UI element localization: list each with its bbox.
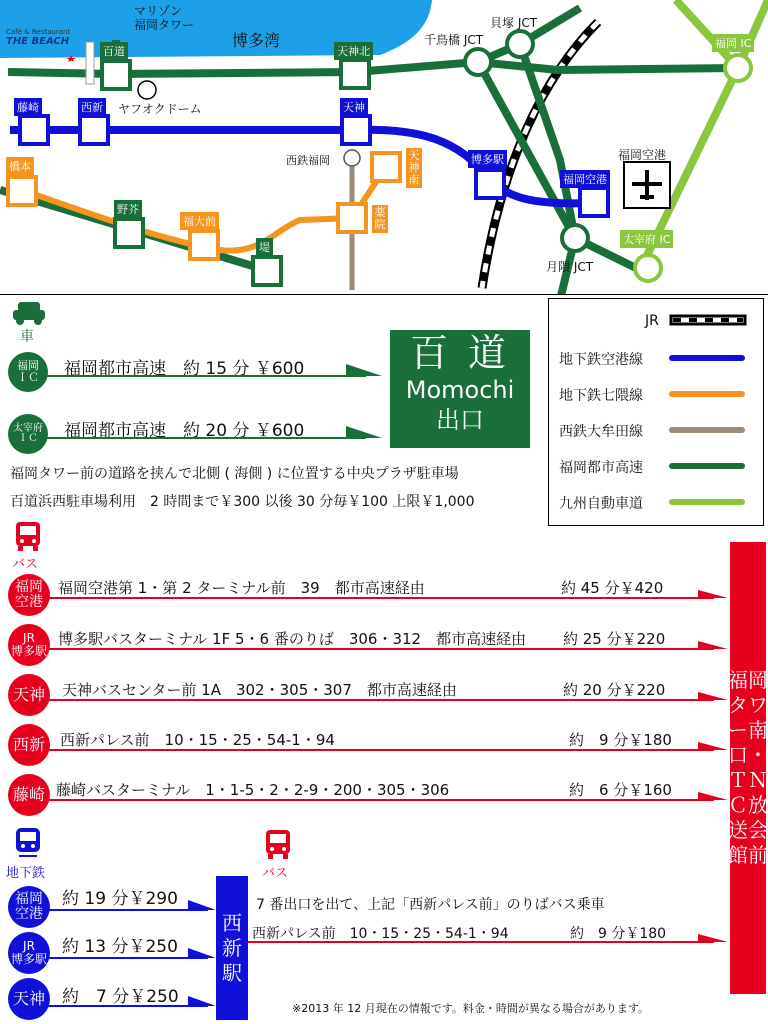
ic-dazaifu: 太宰府 IC: [620, 230, 673, 248]
car-parking-note-1: 福岡タワー前の道路を挟んで北側 ( 海側 ) に位置する中央プラザ駐車場: [10, 466, 459, 482]
legend-kyushu-expressway: 九州自動車道: [559, 496, 643, 512]
car-origin-dazaifu-ic: 太宰府 ＩＣ: [8, 414, 48, 454]
bus-route-1: 福岡空港第 1・第 2 ターミナル前 39 都市高速経由: [58, 579, 425, 597]
subway-arrow-2: [48, 946, 216, 964]
jct-tsukiguma: 月隈 JCT: [546, 260, 594, 274]
car-route-2: 福岡都市高速 約 20 分 ￥600: [64, 421, 305, 441]
car-icon: [12, 300, 46, 326]
bus-origin-nishijin: 西新: [8, 724, 50, 766]
ic-fukuoka: 福岡 IC: [712, 34, 754, 52]
station-noke: 野芥: [114, 200, 142, 218]
jct-chidoribashi: 千鳥橋 JCT: [424, 33, 484, 47]
bus-origin-hakata: JR 博多駅: [8, 624, 50, 666]
exit-sign-kanji: 百 道: [409, 331, 511, 375]
bus-arrow-3: [48, 692, 728, 708]
dome-label: ヤフオクドーム: [118, 102, 202, 116]
station-hashimoto: 橋本: [6, 157, 34, 175]
subway-arrow-1: [48, 898, 216, 916]
station-tenjinminami: 天神南: [406, 148, 422, 188]
car-route-1: 福岡都市高速 約 15 分 ￥600: [64, 359, 305, 379]
exit-sign-roman: Momochi: [405, 376, 515, 404]
station-nishijin: 西新: [78, 98, 106, 116]
subway-route-3: 約 7 分￥250: [62, 987, 179, 1007]
legend-jr-swatch: [669, 313, 749, 327]
bus-arrow-1: [48, 590, 728, 606]
station-tenjin: 天神: [340, 98, 368, 116]
bus-route-2: 博多駅バスターミナル 1F 5・6 番のりば 306・312 都市高速経由: [58, 630, 527, 648]
subway-arrow-3: [48, 994, 216, 1012]
bus-icon: [14, 520, 42, 552]
bus-route-4-time: 約 9 分￥180: [569, 731, 672, 749]
station-tenjinkita: 天神北: [334, 42, 373, 60]
car-arrow-1: [44, 362, 384, 382]
car-arrow-2: [44, 424, 384, 444]
momochi-exit-sign: [390, 330, 530, 448]
subway-route-1: 約 19 分￥290: [62, 889, 178, 909]
station-yakuin: 薬院: [372, 205, 388, 233]
cafe-logo: THE BEACH: [6, 36, 70, 47]
exit-sign-exit: 出口: [436, 406, 484, 434]
bus-arrow-5: [48, 792, 728, 808]
subway-route-2: 約 13 分￥250: [62, 937, 178, 957]
bus-origin-airport: 福岡 空港: [8, 574, 50, 616]
footnote: ※2013 年 12 月現在の情報です。料金・時間が異なる場合があります。: [292, 1002, 649, 1015]
subway-origin-tenjin: 天神: [8, 978, 50, 1020]
bus-route-5: 藤崎バスターミナル 1・1-5・2・2-9・200・305・306: [56, 781, 450, 799]
station-hakata: 博多駅: [468, 150, 507, 168]
transfer-note: 7 番出口を出て、上記「西新パレス前」のりばバス乗車: [256, 897, 605, 913]
bus-route-1-time: 約 45 分￥420: [561, 579, 664, 597]
legend-jr: JR: [645, 313, 659, 329]
tower-label: マリゾン 福岡タワー: [134, 4, 195, 33]
transfer-mode-label: バス: [262, 866, 289, 881]
subway-icon: [14, 826, 42, 858]
legend-urban-expressway: 福岡都市高速: [559, 460, 643, 476]
bus-arrow-2: [48, 641, 728, 657]
cafe-logo-caption: Café & Restaurant: [6, 28, 71, 36]
station-momochi: 百道: [100, 42, 128, 60]
jct-kaizuka: 貝塚 JCT: [490, 16, 538, 30]
legend-nishitetsu: 西鉄大牟田線: [559, 424, 643, 440]
station-fujisaki: 藤崎: [14, 98, 42, 116]
transfer-bus-icon: [264, 828, 292, 860]
station-nishitetsu-fukuoka: 西鉄福岡: [286, 154, 330, 167]
bus-route-3-time: 約 20 分￥220: [563, 681, 666, 699]
legend-nanakuma-line: 地下鉄七隈線: [559, 388, 643, 404]
bus-route-2-time: 約 25 分￥220: [563, 630, 666, 648]
car-parking-note-2: 百道浜西駐車場利用 2 時間まで￥300 以後 30 分毎￥100 上限￥1,000: [10, 494, 475, 510]
transfer-arrow: [248, 934, 728, 950]
legend: [548, 298, 764, 526]
map-divider: [0, 294, 768, 295]
bus-arrow-4: [48, 742, 728, 758]
subway-mode-label: 地下鉄: [6, 866, 46, 881]
bus-route-4: 西新パレス前 10・15・25・54-1・94: [60, 731, 335, 749]
car-mode-label: 車: [20, 329, 34, 345]
bus-route-3: 天神バスセンター前 1A 302・305・307 都市高速経由: [62, 681, 457, 699]
bay-label: 博多湾: [232, 31, 281, 50]
bus-origin-fujisaki: 藤崎: [8, 774, 50, 816]
subway-origin-airport: 福岡 空港: [8, 886, 50, 928]
station-fukuoka-airport: 福岡空港: [560, 170, 610, 188]
airport-label: 福岡空港: [618, 148, 667, 162]
subway-origin-hakata: JR 博多駅: [8, 932, 50, 974]
station-fukudaimae: 福大前: [180, 212, 219, 230]
bus-route-5-time: 約 6 分￥160: [569, 781, 672, 799]
bus-origin-tenjin: 天神: [8, 674, 50, 716]
legend-airport-line: 地下鉄空港線: [559, 352, 643, 368]
destination-fukuoka-tower-south: 福岡タワー南口・ＴＮＣ放送会館前: [730, 542, 766, 994]
nishijin-station-box: 西新駅: [216, 876, 248, 1020]
station-tsutsumi: 堤: [256, 238, 273, 256]
transfer-time: 約 9 分￥180: [570, 926, 667, 942]
car-origin-fukuoka-ic: 福岡 ＩＣ: [8, 352, 48, 392]
transfer-route: 西新パレス前 10・15・25・54-1・94: [252, 926, 509, 942]
bus-mode-label: バス: [12, 557, 39, 572]
